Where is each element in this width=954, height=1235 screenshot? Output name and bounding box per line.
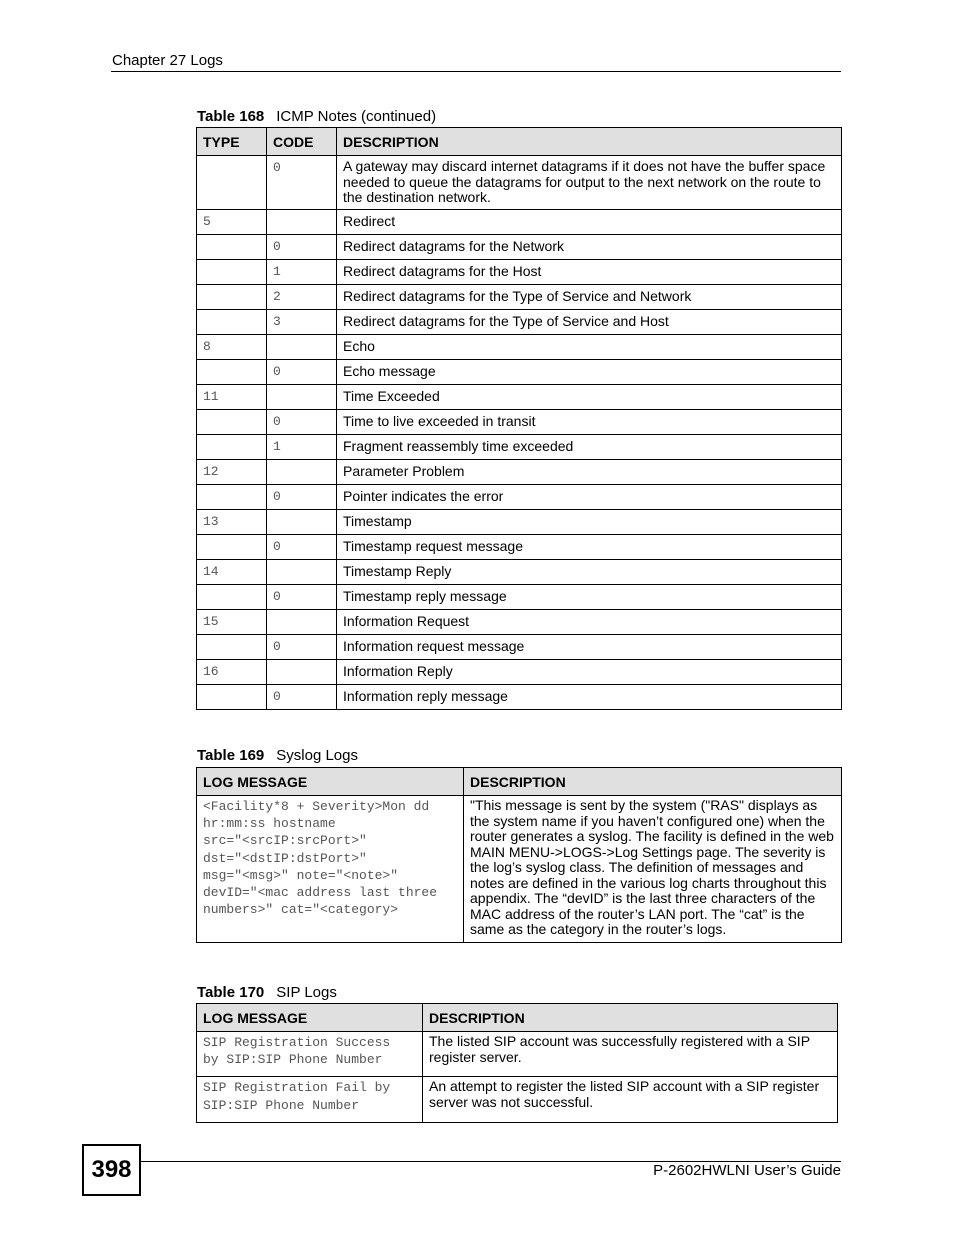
sip-logs-table (196, 1003, 838, 1123)
description-cell: Fragment reassembly time exceeded (337, 435, 842, 460)
table-row (197, 435, 842, 460)
type-cell: 15 (197, 610, 267, 635)
type-cell (197, 260, 267, 285)
table-header-row (197, 1004, 838, 1032)
type-cell (197, 310, 267, 335)
code-cell: 0 (267, 360, 337, 385)
table-row (197, 610, 842, 635)
description-cell: Timestamp reply message (337, 585, 842, 610)
type-cell: 16 (197, 660, 267, 685)
code-cell: 0 (267, 685, 337, 710)
table-row (197, 685, 842, 710)
description-cell: Echo message (337, 360, 842, 385)
table-label: Table 169 (197, 747, 265, 764)
description-cell: Information reply message (337, 685, 842, 710)
table-body (197, 156, 842, 710)
table-row (197, 1077, 838, 1122)
description-cell: Redirect datagrams for the Type of Service and Network (337, 285, 842, 310)
type-cell (197, 685, 267, 710)
code-cell: 2 (267, 285, 337, 310)
table-label: Table 168 (197, 108, 265, 125)
table-row (197, 335, 842, 360)
description-cell: Timestamp request message (337, 535, 842, 560)
description-cell: Timestamp Reply (337, 560, 842, 585)
description-cell: Redirect datagrams for the Type of Service and Host (337, 310, 842, 335)
table-label: Table 170 (197, 984, 265, 1001)
code-cell (267, 210, 337, 235)
column-header-description: DESCRIPTION (337, 128, 842, 156)
table-row (197, 385, 842, 410)
table-title: Syslog Logs (276, 747, 358, 764)
chapter-header: Chapter 27 Logs (112, 52, 223, 69)
type-cell: 11 (197, 385, 267, 410)
column-header-log-message: LOG MESSAGE (197, 1004, 423, 1032)
code-cell (267, 660, 337, 685)
table-168-caption (197, 108, 436, 125)
description-cell: Parameter Problem (337, 460, 842, 485)
table-title: SIP Logs (276, 984, 337, 1001)
guide-title: P-2602HWLNI User’s Guide (653, 1162, 841, 1179)
table-header-row (197, 768, 842, 796)
log-message-cell: <Facility*8 + Severity>Mon dd hr:mm:ss hostname src="<srcIP:srcPort>" dst="<dstIP:dstPort>" msg="<msg>" note="<note>" devID="<mac address last three numbers>" cat="<category> (197, 796, 464, 943)
column-header-code: CODE (267, 128, 337, 156)
description-cell: Redirect (337, 210, 842, 235)
code-cell (267, 460, 337, 485)
description-cell: Redirect datagrams for the Host (337, 260, 842, 285)
description-cell: The listed SIP account was successfully registered with a SIP register server. (423, 1032, 838, 1077)
table-row (197, 260, 842, 285)
type-cell (197, 485, 267, 510)
code-cell: 0 (267, 535, 337, 560)
table-169-caption (197, 747, 358, 764)
code-cell (267, 335, 337, 360)
table-row (197, 535, 842, 560)
table-row (197, 585, 842, 610)
code-cell (267, 610, 337, 635)
description-cell: Time Exceeded (337, 385, 842, 410)
code-cell: 0 (267, 635, 337, 660)
table-row (197, 310, 842, 335)
description-cell: An attempt to register the listed SIP account with a SIP register server was not successful. (423, 1077, 838, 1122)
syslog-logs-table (196, 767, 842, 943)
type-cell: 8 (197, 335, 267, 360)
page-number: 398 (82, 1144, 141, 1196)
type-cell: 13 (197, 510, 267, 535)
type-cell (197, 235, 267, 260)
table-170-caption (197, 984, 337, 1001)
table-row (197, 560, 842, 585)
description-cell: Time to live exceeded in transit (337, 410, 842, 435)
code-cell (267, 510, 337, 535)
type-cell (197, 285, 267, 310)
description-cell: Information Request (337, 610, 842, 635)
log-message-cell: SIP Registration Success by SIP:SIP Phone Number (197, 1032, 423, 1077)
type-cell (197, 435, 267, 460)
table-row (197, 796, 842, 943)
table-row (197, 235, 842, 260)
table-row (197, 210, 842, 235)
description-cell: Echo (337, 335, 842, 360)
column-header-description: DESCRIPTION (464, 768, 842, 796)
description-cell: Information request message (337, 635, 842, 660)
description-cell: Redirect datagrams for the Network (337, 235, 842, 260)
code-cell (267, 560, 337, 585)
table-row (197, 460, 842, 485)
description-cell: Information Reply (337, 660, 842, 685)
type-cell (197, 410, 267, 435)
header-divider (111, 71, 841, 72)
type-cell: 14 (197, 560, 267, 585)
type-cell: 12 (197, 460, 267, 485)
type-cell (197, 360, 267, 385)
table-row (197, 156, 842, 210)
type-cell (197, 585, 267, 610)
description-cell: Timestamp (337, 510, 842, 535)
table-row (197, 360, 842, 385)
icmp-notes-table (196, 127, 842, 710)
table-row (197, 510, 842, 535)
table-row (197, 1032, 838, 1077)
table-title: ICMP Notes (continued) (276, 108, 437, 125)
column-header-log-message: LOG MESSAGE (197, 768, 464, 796)
code-cell: 0 (267, 485, 337, 510)
log-message-cell: SIP Registration Fail by SIP:SIP Phone Number (197, 1077, 423, 1122)
type-cell (197, 635, 267, 660)
table-row (197, 410, 842, 435)
code-cell (267, 385, 337, 410)
description-cell: "This message is sent by the system ("RAS" displays as the system name if you haven’t configured one) when the router generates a syslog. The facility is defined in the web MAIN MENU->LOGS->Log Settings page. The severity is the log’s syslog class. The definition of messages and notes are defined in the various log charts throughout this appendix. The “devID” is the last three characters of the MAC address of the router’s LAN port. The “cat” is the same as the category in the router’s logs. (464, 796, 842, 943)
type-cell (197, 535, 267, 560)
table-row (197, 660, 842, 685)
description-cell: A gateway may discard internet datagrams if it does not have the buffer space needed to queue the datagrams for output to the next network on the route to the destination network. (337, 156, 842, 210)
type-cell: 5 (197, 210, 267, 235)
table-row (197, 285, 842, 310)
table-header-row (197, 128, 842, 156)
table-row (197, 485, 842, 510)
code-cell: 0 (267, 235, 337, 260)
table-row (197, 635, 842, 660)
column-header-type: TYPE (197, 128, 267, 156)
type-cell (197, 156, 267, 210)
code-cell: 1 (267, 260, 337, 285)
code-cell: 3 (267, 310, 337, 335)
code-cell: 0 (267, 585, 337, 610)
code-cell: 1 (267, 435, 337, 460)
description-cell: Pointer indicates the error (337, 485, 842, 510)
code-cell: 0 (267, 410, 337, 435)
code-cell: 0 (267, 156, 337, 210)
column-header-description: DESCRIPTION (423, 1004, 838, 1032)
